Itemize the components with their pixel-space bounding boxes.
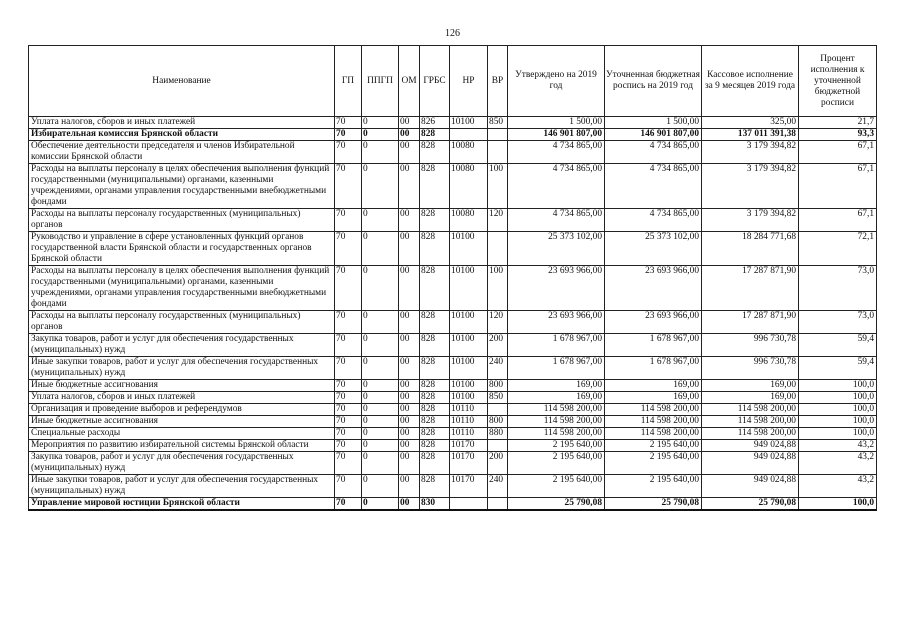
row-np: 10170 [450,440,488,452]
table-row [29,164,877,209]
header-gp: ГП [335,46,362,117]
row-vr [488,440,508,452]
row-ppgp: 0 [362,129,399,141]
row-np: 10110 [450,416,488,428]
table-row [29,334,877,357]
row-om: 00 [399,311,420,334]
row-np: 10100 [450,380,488,392]
row-grbs: 828 [420,380,450,392]
row-name: Организация и проведение выборов и референдумов [29,404,335,416]
row-percent: 100,0 [799,380,877,392]
row-vr [488,129,508,141]
row-grbs: 828 [420,452,450,475]
row-ppgp: 0 [362,232,399,266]
row-om: 00 [399,475,420,498]
row-vr: 240 [488,357,508,380]
row-refined: 1 678 967,00 [605,357,702,380]
row-percent: 43,2 [799,452,877,475]
row-ppgp: 0 [362,357,399,380]
table-row [29,475,877,498]
table-row [29,357,877,380]
row-percent: 72,1 [799,232,877,266]
row-refined: 146 901 807,00 [605,129,702,141]
row-cash: 996 730,78 [702,334,799,357]
row-np: 10080 [450,164,488,209]
row-refined: 1 500,00 [605,117,702,129]
row-name: Управление мировой юстиции Брянской области [29,498,335,511]
row-ppgp: 0 [362,141,399,164]
row-percent: 73,0 [799,266,877,311]
row-vr: 100 [488,164,508,209]
header-approved: Утверждено на 2019 год [508,46,605,117]
row-gp: 70 [335,416,362,428]
header-ppgp: ППГП [362,46,399,117]
row-np: 10100 [450,311,488,334]
row-approved: 4 734 865,00 [508,164,605,209]
row-vr [488,232,508,266]
row-gp: 70 [335,232,362,266]
row-approved: 25 373 102,00 [508,232,605,266]
row-refined: 2 195 640,00 [605,452,702,475]
row-percent: 59,4 [799,357,877,380]
table-row [29,428,877,440]
table-row [29,380,877,392]
row-ppgp: 0 [362,475,399,498]
header-refined: Уточненная бюджетная роспись на 2019 год [605,46,702,117]
row-gp: 70 [335,266,362,311]
row-om: 00 [399,440,420,452]
row-cash: 3 179 394,82 [702,209,799,232]
row-ppgp: 0 [362,209,399,232]
row-np: 10100 [450,392,488,404]
row-name: Расходы на выплаты персоналу государственных (муниципальных) органов [29,311,335,334]
table-row [29,452,877,475]
row-gp: 70 [335,129,362,141]
row-cash: 996 730,78 [702,357,799,380]
row-name: Уплата налогов, сборов и иных платежей [29,117,335,129]
row-approved: 2 195 640,00 [508,452,605,475]
row-gp: 70 [335,311,362,334]
row-om: 00 [399,357,420,380]
row-name: Уплата налогов, сборов и иных платежей [29,392,335,404]
row-gp: 70 [335,392,362,404]
row-cash: 137 011 391,38 [702,129,799,141]
row-vr: 850 [488,392,508,404]
row-refined: 25 790,08 [605,498,702,511]
header-cash: Кассовое исполнение за 9 месяцев 2019 года [702,46,799,117]
row-vr: 880 [488,428,508,440]
row-om: 00 [399,452,420,475]
row-cash: 25 790,08 [702,498,799,511]
row-grbs: 828 [420,357,450,380]
row-cash: 114 598 200,00 [702,428,799,440]
table-row [29,117,877,129]
row-np: 10100 [450,357,488,380]
row-percent: 67,1 [799,141,877,164]
row-gp: 70 [335,440,362,452]
table-row [29,311,877,334]
row-ppgp: 0 [362,266,399,311]
row-om: 00 [399,428,420,440]
row-percent: 93,3 [799,129,877,141]
row-percent: 43,2 [799,475,877,498]
row-om: 00 [399,392,420,404]
row-approved: 4 734 865,00 [508,141,605,164]
row-ppgp: 0 [362,164,399,209]
row-cash: 17 287 871,90 [702,311,799,334]
row-refined: 23 693 966,00 [605,311,702,334]
row-gp: 70 [335,404,362,416]
row-grbs: 828 [420,141,450,164]
table-row [29,129,877,141]
row-name: Избирательная комиссия Брянской области [29,129,335,141]
row-ppgp: 0 [362,440,399,452]
row-approved: 2 195 640,00 [508,475,605,498]
row-gp: 70 [335,357,362,380]
row-gp: 70 [335,209,362,232]
row-name: Мероприятия по развитию избирательной системы Брянской области [29,440,335,452]
row-gp: 70 [335,380,362,392]
row-gp: 70 [335,117,362,129]
row-refined: 114 598 200,00 [605,404,702,416]
header-grbs: ГРБС [420,46,450,117]
row-ppgp: 0 [362,311,399,334]
row-name: Иные бюджетные ассигнования [29,380,335,392]
row-grbs: 828 [420,475,450,498]
row-refined: 4 734 865,00 [605,209,702,232]
row-ppgp: 0 [362,498,399,511]
row-ppgp: 0 [362,334,399,357]
row-np: 10170 [450,475,488,498]
row-np: 10100 [450,266,488,311]
row-refined: 1 678 967,00 [605,334,702,357]
row-np: 10110 [450,428,488,440]
row-cash: 949 024,88 [702,475,799,498]
row-percent: 43,2 [799,440,877,452]
row-percent: 67,1 [799,164,877,209]
header-om: ОМ [399,46,420,117]
row-ppgp: 0 [362,380,399,392]
row-vr [488,404,508,416]
row-om: 00 [399,334,420,357]
row-refined: 23 693 966,00 [605,266,702,311]
row-percent: 100,0 [799,498,877,511]
row-om: 00 [399,209,420,232]
row-vr: 100 [488,266,508,311]
row-ppgp: 0 [362,452,399,475]
row-vr: 120 [488,209,508,232]
row-ppgp: 0 [362,428,399,440]
row-percent: 21,7 [799,117,877,129]
header-name: Наименование [29,46,335,117]
row-name: Обеспечение деятельности председателя и членов Избирательной комиссии Брянской области [29,141,335,164]
row-grbs: 828 [420,440,450,452]
row-refined: 4 734 865,00 [605,141,702,164]
row-np: 10100 [450,334,488,357]
row-om: 00 [399,164,420,209]
row-cash: 949 024,88 [702,440,799,452]
row-om: 00 [399,380,420,392]
row-np: 10100 [450,232,488,266]
row-cash: 114 598 200,00 [702,416,799,428]
row-name: Расходы на выплаты персоналу в целях обеспечения выполнения функций государственными (муниципальными) органами, казенными учреждениями, органами управления государственными внебюджетными фондами [29,266,335,311]
row-grbs: 826 [420,117,450,129]
row-refined: 2 195 640,00 [605,475,702,498]
row-name: Иные закупки товаров, работ и услуг для обеспечения государственных (муниципальных) нужд [29,357,335,380]
table-row [29,266,877,311]
row-percent: 67,1 [799,209,877,232]
row-refined: 25 373 102,00 [605,232,702,266]
header-percent: Процент исполнения к уточненной бюджетной росписи [799,46,877,117]
header-np: НР [450,46,488,117]
row-om: 00 [399,129,420,141]
row-vr: 800 [488,380,508,392]
table-row [29,232,877,266]
table-row [29,440,877,452]
row-name: Иные закупки товаров, работ и услуг для обеспечения государственных (муниципальных) нужд [29,475,335,498]
row-approved: 169,00 [508,392,605,404]
row-np: 10080 [450,209,488,232]
row-approved: 114 598 200,00 [508,416,605,428]
row-vr [488,141,508,164]
row-name: Расходы на выплаты персоналу государственных (муниципальных) органов [29,209,335,232]
row-name: Иные бюджетные ассигнования [29,416,335,428]
row-grbs: 828 [420,392,450,404]
table-row [29,416,877,428]
row-grbs: 830 [420,498,450,511]
row-gp: 70 [335,164,362,209]
budget-execution-table [28,45,877,511]
row-approved: 1 678 967,00 [508,357,605,380]
row-gp: 70 [335,428,362,440]
row-cash: 3 179 394,82 [702,164,799,209]
row-om: 00 [399,498,420,511]
table-row [29,498,877,511]
row-vr: 120 [488,311,508,334]
row-np [450,498,488,511]
row-cash: 169,00 [702,392,799,404]
row-vr: 240 [488,475,508,498]
row-ppgp: 0 [362,404,399,416]
row-gp: 70 [335,498,362,511]
row-cash: 3 179 394,82 [702,141,799,164]
row-approved: 4 734 865,00 [508,209,605,232]
row-ppgp: 0 [362,416,399,428]
row-approved: 169,00 [508,380,605,392]
row-om: 00 [399,141,420,164]
row-gp: 70 [335,452,362,475]
table-row [29,404,877,416]
row-approved: 1 500,00 [508,117,605,129]
row-percent: 73,0 [799,311,877,334]
row-ppgp: 0 [362,392,399,404]
row-approved: 23 693 966,00 [508,311,605,334]
row-name: Закупка товаров, работ и услуг для обеспечения государственных (муниципальных) нужд [29,334,335,357]
table-row [29,392,877,404]
row-grbs: 828 [420,311,450,334]
row-refined: 114 598 200,00 [605,428,702,440]
row-percent: 100,0 [799,392,877,404]
row-grbs: 828 [420,428,450,440]
row-grbs: 828 [420,209,450,232]
row-refined: 169,00 [605,392,702,404]
row-approved: 1 678 967,00 [508,334,605,357]
row-percent: 59,4 [799,334,877,357]
table-row [29,141,877,164]
row-grbs: 828 [420,416,450,428]
row-refined: 4 734 865,00 [605,164,702,209]
row-np: 10080 [450,141,488,164]
row-cash: 169,00 [702,380,799,392]
row-cash: 949 024,88 [702,452,799,475]
row-np: 10170 [450,452,488,475]
row-refined: 2 195 640,00 [605,440,702,452]
row-approved: 114 598 200,00 [508,404,605,416]
row-vr: 200 [488,452,508,475]
row-refined: 169,00 [605,380,702,392]
row-gp: 70 [335,475,362,498]
row-np: 10100 [450,117,488,129]
row-om: 00 [399,404,420,416]
row-vr: 200 [488,334,508,357]
row-refined: 114 598 200,00 [605,416,702,428]
row-grbs: 828 [420,404,450,416]
row-name: Руководство и управление в сфере установленных функций органов государственной власти Брянской области и государственных органов Брянской области [29,232,335,266]
row-vr [488,498,508,511]
row-vr: 850 [488,117,508,129]
row-name: Закупка товаров, работ и услуг для обеспечения государственных (муниципальных) нужд [29,452,335,475]
row-name: Специальные расходы [29,428,335,440]
row-om: 00 [399,232,420,266]
page-number: 126 [445,28,460,39]
row-om: 00 [399,117,420,129]
row-cash: 114 598 200,00 [702,404,799,416]
row-percent: 100,0 [799,428,877,440]
row-gp: 70 [335,141,362,164]
row-approved: 25 790,08 [508,498,605,511]
row-grbs: 828 [420,334,450,357]
row-approved: 2 195 640,00 [508,440,605,452]
row-percent: 100,0 [799,416,877,428]
row-approved: 23 693 966,00 [508,266,605,311]
row-np: 10110 [450,404,488,416]
row-name: Расходы на выплаты персоналу в целях обеспечения выполнения функций государственными (муниципальными) органами, казенными учреждениями, органами управления государственными внебюджетными фондами [29,164,335,209]
row-approved: 146 901 807,00 [508,129,605,141]
row-cash: 18 284 771,68 [702,232,799,266]
row-gp: 70 [335,334,362,357]
row-grbs: 828 [420,129,450,141]
row-om: 00 [399,416,420,428]
row-ppgp: 0 [362,117,399,129]
row-cash: 17 287 871,90 [702,266,799,311]
table-row [29,209,877,232]
table-header-row [29,46,877,117]
row-percent: 100,0 [799,404,877,416]
row-vr: 800 [488,416,508,428]
row-np [450,129,488,141]
row-grbs: 828 [420,232,450,266]
row-grbs: 828 [420,266,450,311]
header-vr: ВР [488,46,508,117]
row-om: 00 [399,266,420,311]
row-grbs: 828 [420,164,450,209]
row-approved: 114 598 200,00 [508,428,605,440]
row-cash: 325,00 [702,117,799,129]
